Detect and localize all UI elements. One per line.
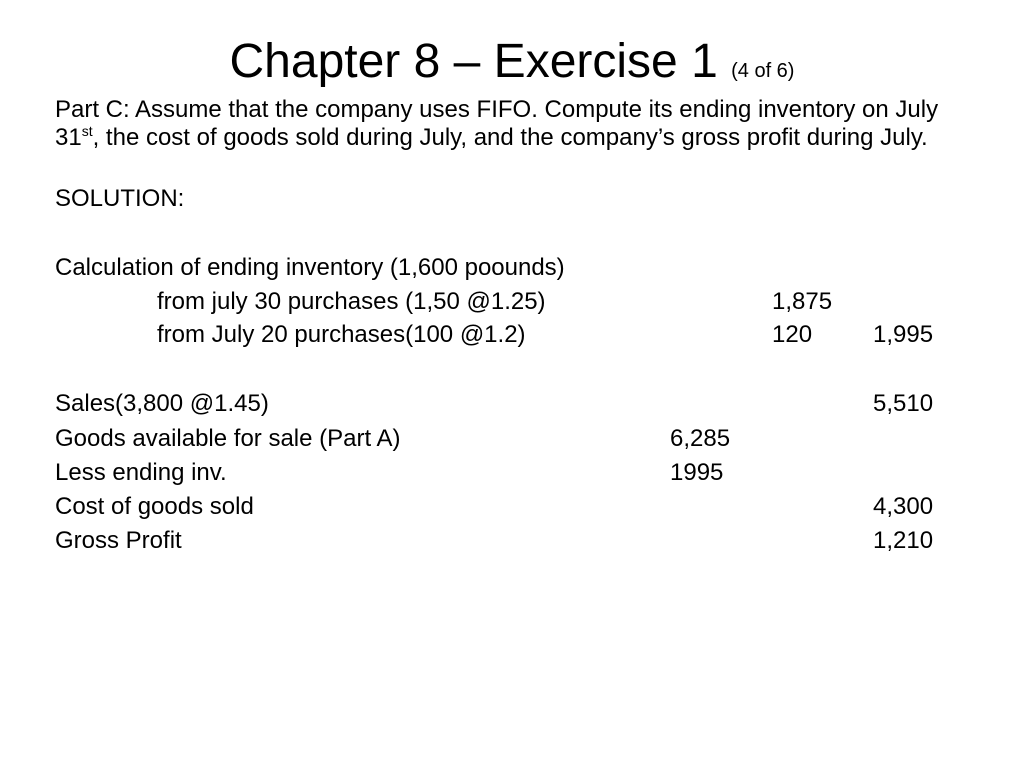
income-row-total: 1,210 <box>873 527 934 554</box>
calc-row-amount: 1,875 <box>772 288 833 315</box>
income-row-label: Sales(3,800 @1.45) <box>55 390 269 417</box>
title-subtitle: (4 of 6) <box>731 60 795 82</box>
question-part1: Part C: Assume that the company uses FIFO. Compute its ending inventory on July 31 <box>55 96 939 151</box>
income-row-sub: 6,285 <box>670 425 731 452</box>
calc-row-total: 1,995 <box>873 321 934 348</box>
title-main: Chapter 8 – Exercise 1 <box>229 35 718 88</box>
income-row-label: Goods available for sale (Part A) <box>55 425 401 452</box>
slide-title <box>0 32 1024 101</box>
question-text <box>55 96 955 152</box>
calc-heading: Calculation of ending inventory (1,600 poounds) <box>55 254 565 281</box>
income-row-total: 5,510 <box>873 390 934 417</box>
question-superscript: st <box>81 123 93 139</box>
calc-row-label: from july 30 purchases (1,50 @1.25) <box>157 288 546 315</box>
income-row-sub: 1995 <box>670 459 724 486</box>
calc-row-label: from July 20 purchases(100 @1.2) <box>157 321 526 348</box>
question-part2: , the cost of goods sold during July, and the company’s gross profit during July. <box>92 124 928 151</box>
income-row-label: Cost of goods sold <box>55 493 254 520</box>
income-row-label: Less ending inv. <box>55 459 227 486</box>
calc-row-amount: 120 <box>772 321 813 348</box>
income-row-label: Gross Profit <box>55 527 182 554</box>
solution-label: SOLUTION: <box>55 185 185 212</box>
income-row-total: 4,300 <box>873 493 934 520</box>
